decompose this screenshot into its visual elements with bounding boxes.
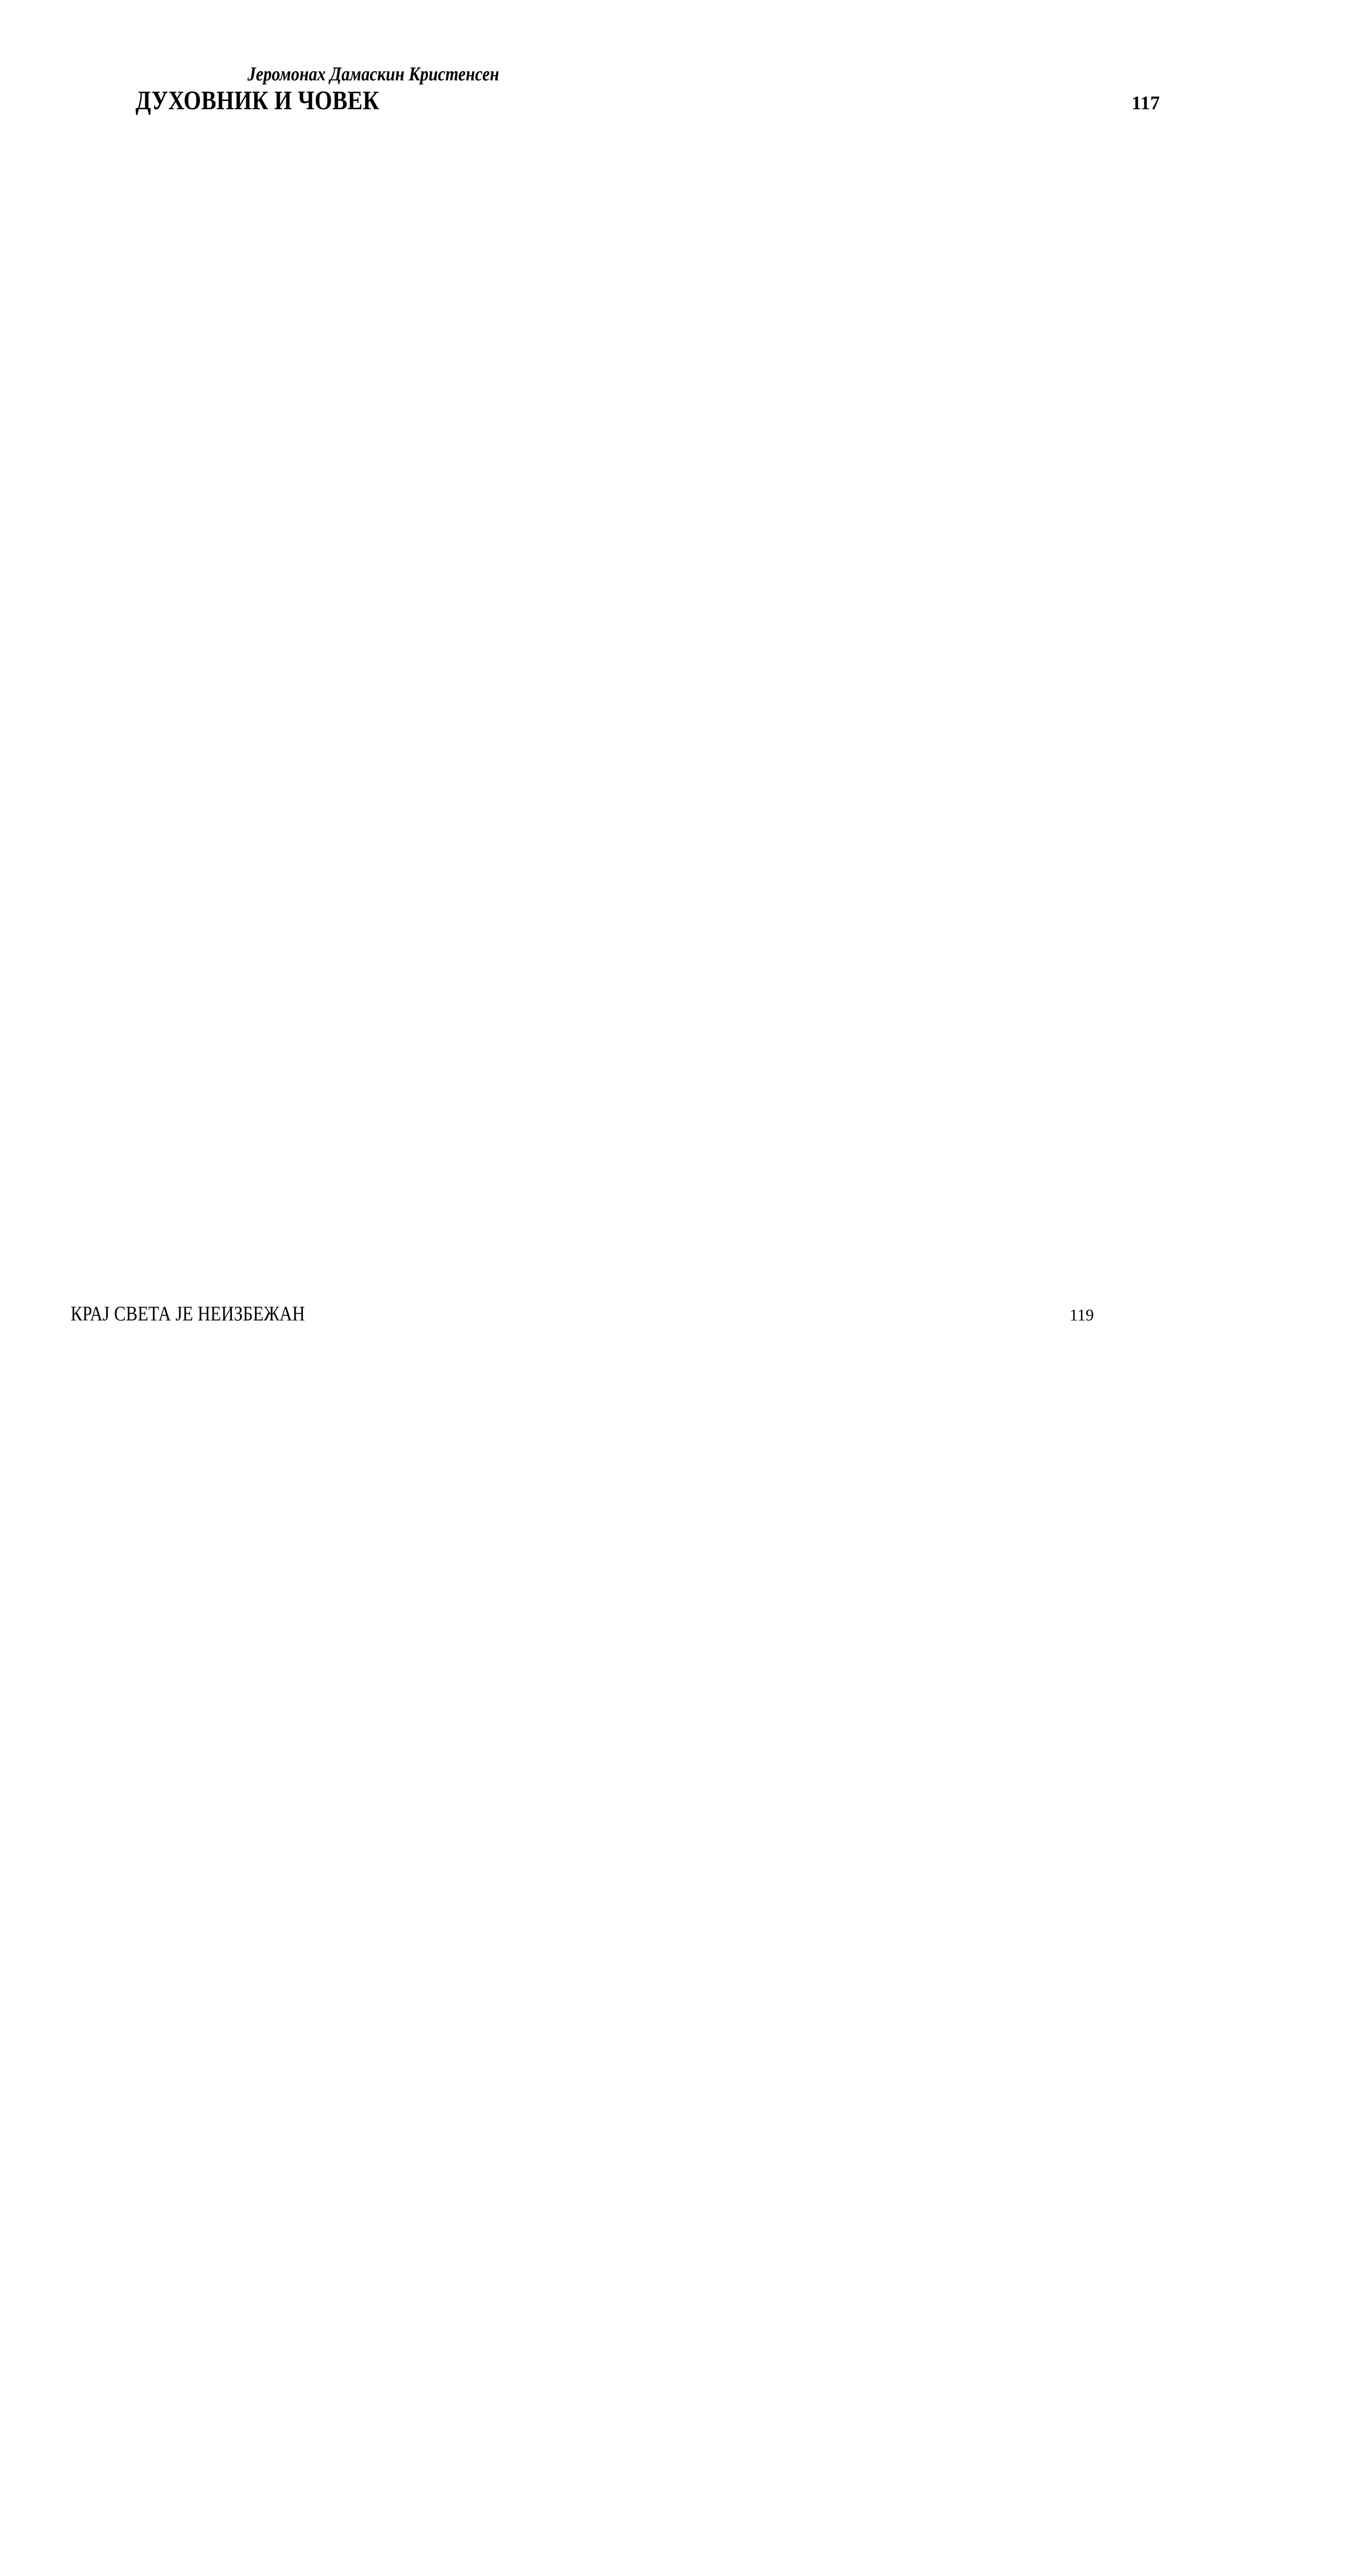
toc-entry-label: ДУХОВНИК И ЧОВЕК — [136, 86, 380, 115]
toc-entry-label: КРАЈ СВЕТА ЈЕ НЕИЗБЕЖАН — [71, 1302, 305, 1325]
toc-entry-page — [497, 2513, 1241, 2576]
author-name: Јеромонах Дамаскин Кристенсен — [247, 63, 499, 85]
toc-entry[interactable] — [71, 2513, 676, 2576]
toc-entry-page: 117 — [1131, 93, 1160, 114]
toc-entry-list — [71, 1302, 1094, 2576]
toc-page — [0, 0, 1160, 1325]
toc-entry-page: 119 — [1069, 1306, 1094, 1324]
table-of-contents — [71, 63, 1160, 2576]
toc-entry-main-title[interactable] — [71, 86, 1160, 1295]
toc-entry[interactable] — [71, 1302, 1094, 2508]
